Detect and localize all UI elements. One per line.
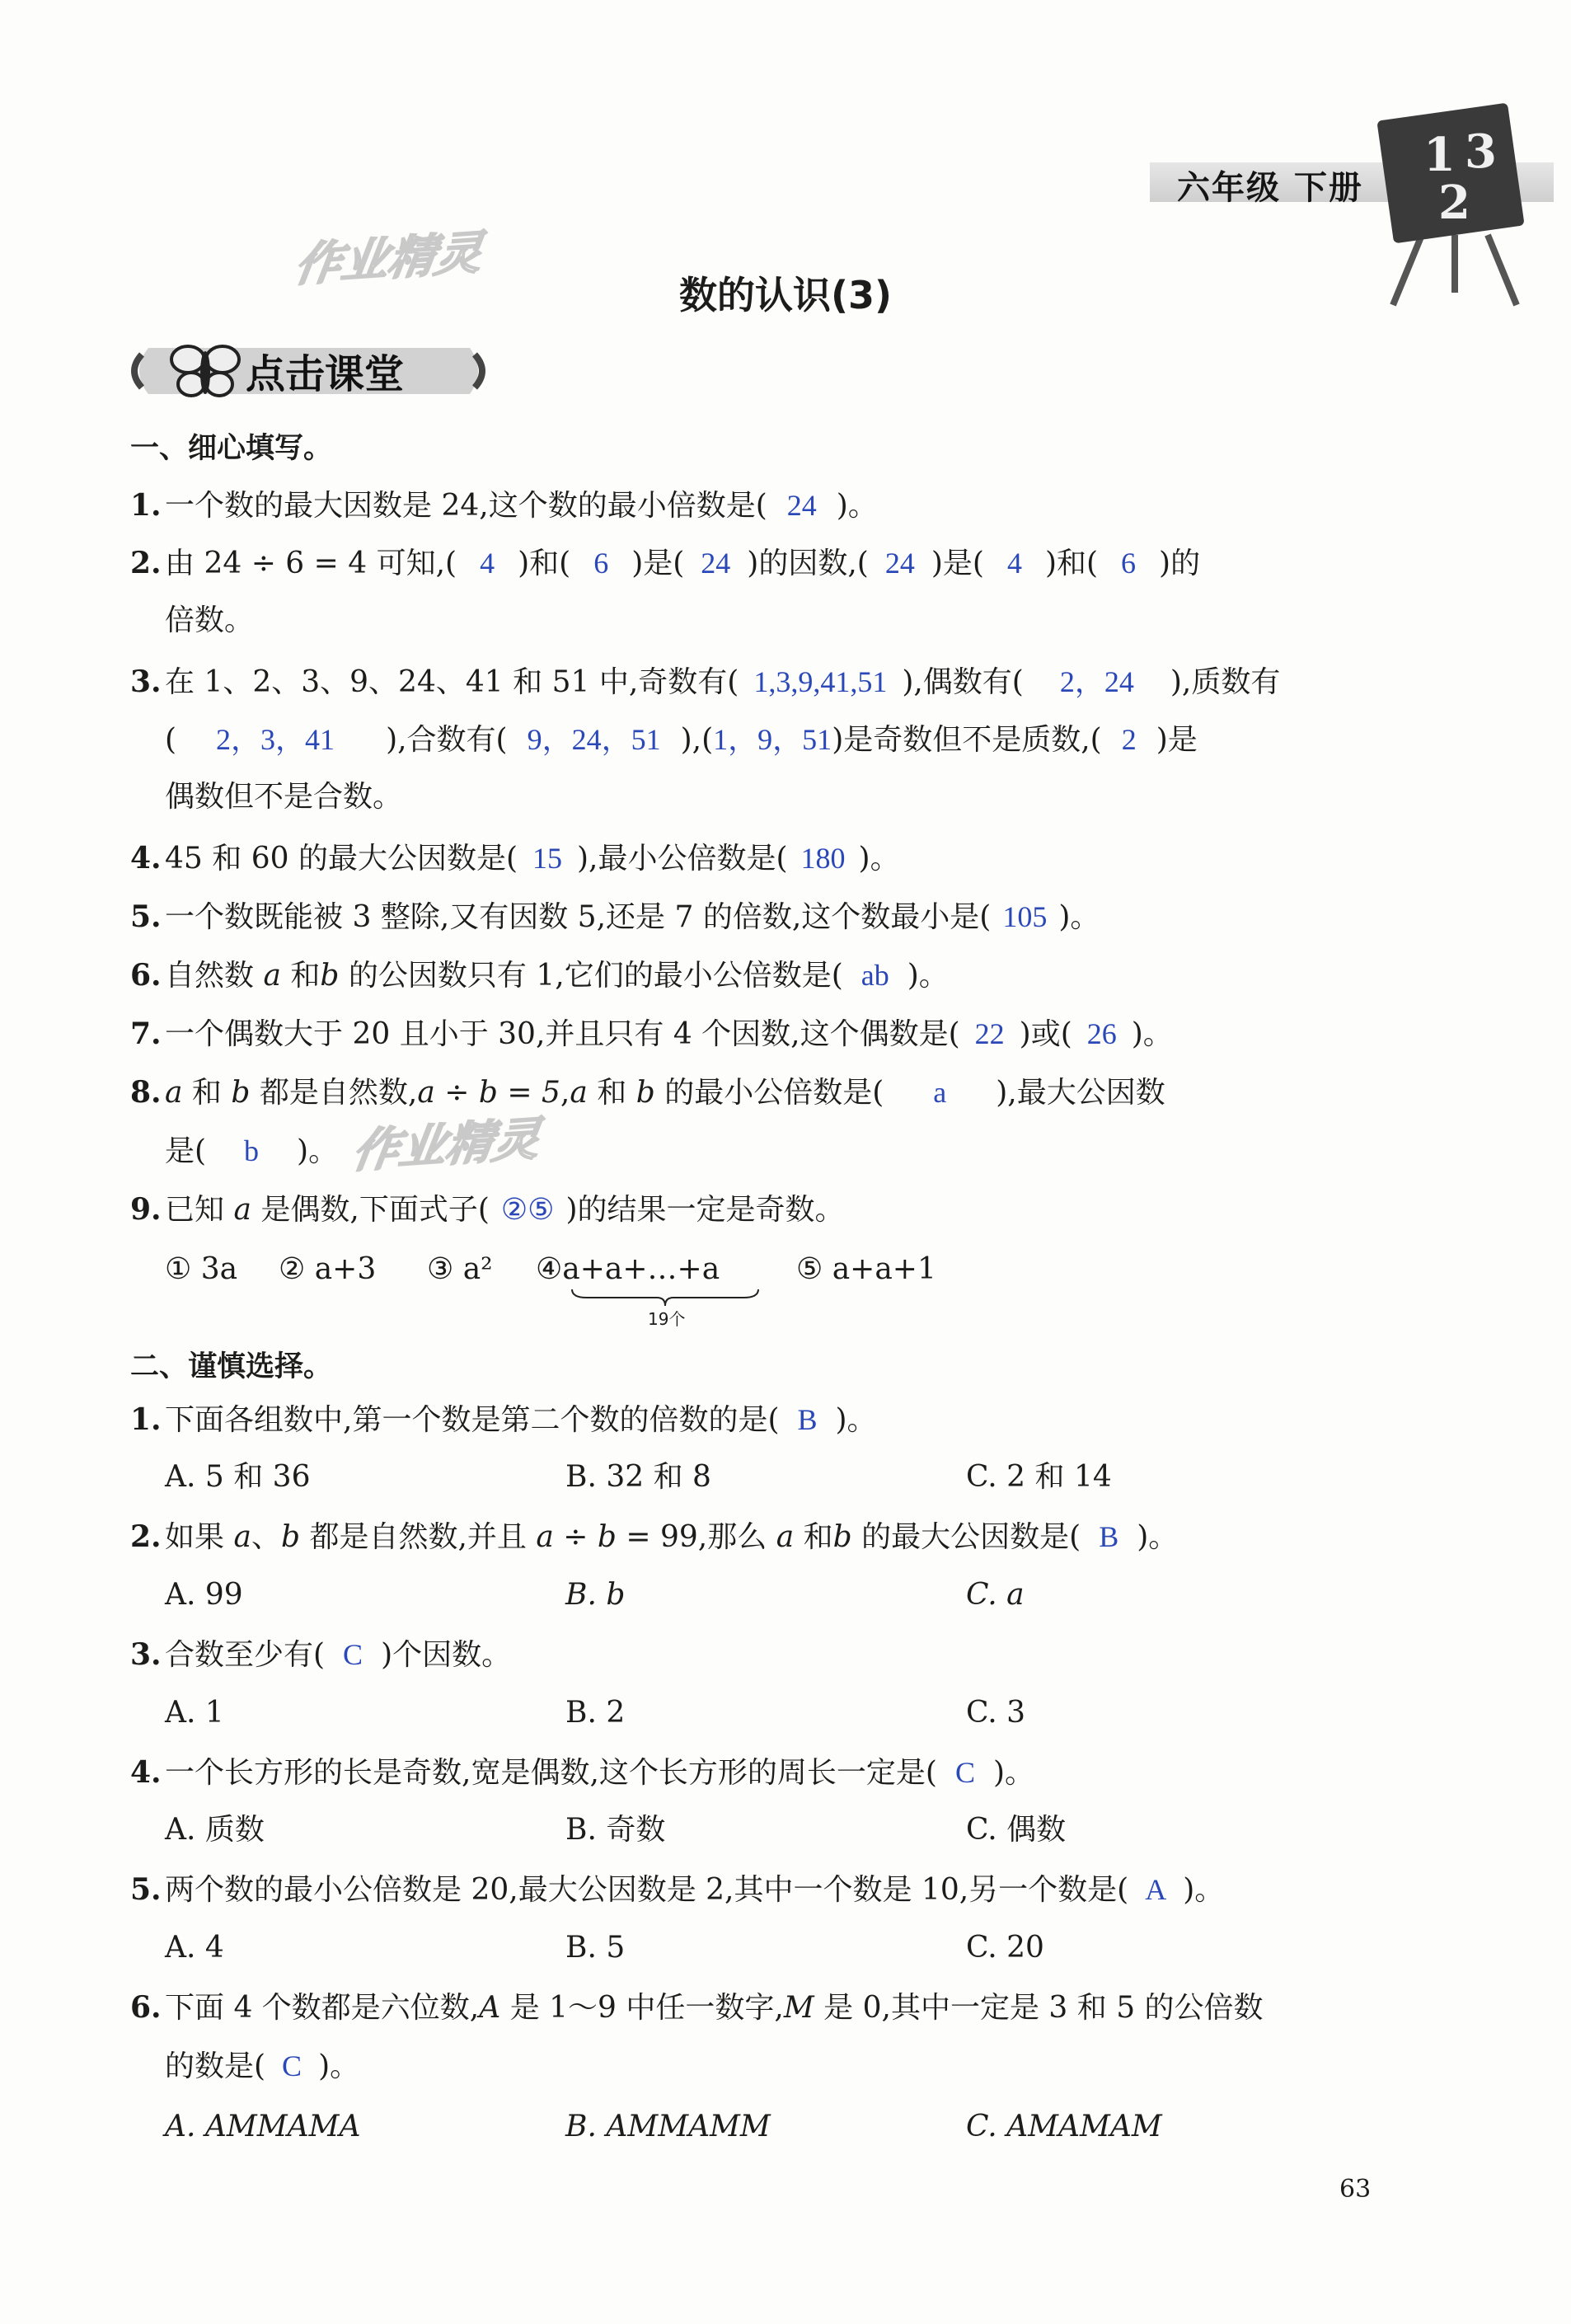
question-2-3: 3. 合数至少有( C )个因数。 bbox=[130, 1637, 512, 1672]
answer: 1,3,9,41,51 bbox=[753, 665, 888, 698]
question-1-8: 8. a 和 b 都是自然数,a ÷ b = 5,a 和 b 的最小公倍数是( a ),最大公因数 bbox=[130, 1075, 1165, 1110]
question-2-4: 4. 一个长方形的长是奇数,宽是偶数,这个长方形的周长一定是( C )。 bbox=[130, 1755, 1034, 1790]
section-1-title: 一、细心填写。 bbox=[130, 432, 333, 465]
answer: 105 bbox=[1002, 900, 1048, 933]
option: A. 1 bbox=[165, 1696, 224, 1730]
option: B. 5 bbox=[565, 1931, 626, 1965]
answer: 15 bbox=[532, 842, 562, 875]
underbrace-icon bbox=[570, 1288, 760, 1308]
answer: b bbox=[244, 1134, 260, 1167]
option: A. 99 bbox=[165, 1578, 243, 1612]
answer: 2，3，41 bbox=[216, 723, 335, 756]
question-2-6: 6. 下面 4 个数都是六位数,A 是 1～9 中任一数字,M 是 0,其中一定是 3 和 5 的公倍数 bbox=[130, 1990, 1264, 2025]
question-2-2: 2. 如果 a、b 都是自然数,并且 a ÷ b = 99,那么 a 和b 的最大公因数是( B )。 bbox=[130, 1519, 1179, 1554]
option: ② a+3 bbox=[279, 1252, 377, 1286]
question-1-7: 7. 一个偶数大于 20 且小于 30,并且只有 4 个因数,这个偶数是( 22 )或( 26 )。 bbox=[130, 1016, 1173, 1051]
answer: 4 bbox=[1006, 547, 1022, 580]
question-1-8-continued: 是( b )。 bbox=[165, 1134, 339, 1168]
brace-label: 19个 bbox=[648, 1309, 686, 1329]
answer: 2，24 bbox=[1059, 665, 1134, 698]
answer: 24 bbox=[701, 547, 731, 580]
answer: 24 bbox=[786, 489, 817, 522]
option: B. b bbox=[565, 1578, 626, 1612]
answer: 24 bbox=[884, 547, 915, 580]
answer: ab bbox=[861, 959, 889, 992]
answer: A bbox=[1145, 1873, 1167, 1906]
option: A. 5 和 36 bbox=[165, 1460, 311, 1494]
option: ⑤ a+a+1 bbox=[796, 1252, 936, 1286]
option: C. a bbox=[966, 1578, 1025, 1612]
answer: 6 bbox=[1121, 547, 1137, 580]
option: C. 2 和 14 bbox=[966, 1460, 1112, 1494]
answer: C bbox=[282, 2049, 302, 2082]
option: ① 3a bbox=[165, 1252, 238, 1286]
option: B. AMMAMM bbox=[565, 2110, 771, 2143]
banner-title: 点击课堂 bbox=[246, 351, 405, 397]
answer: 26 bbox=[1086, 1017, 1117, 1050]
answer: 1，9，51 bbox=[713, 723, 832, 756]
question-1-3-continued: 偶数但不是合数。 bbox=[165, 780, 403, 814]
option: B. 32 和 8 bbox=[565, 1460, 711, 1494]
option: B. 奇数 bbox=[565, 1813, 666, 1847]
answer: ②⑤ bbox=[500, 1193, 555, 1226]
answer: 2 bbox=[1121, 723, 1137, 756]
board-digit-1: 1 bbox=[1423, 128, 1456, 182]
option: C. 20 bbox=[966, 1931, 1044, 1965]
question-number: 1. bbox=[130, 488, 162, 523]
option: ④a+a+…+a bbox=[536, 1252, 720, 1286]
question-2-1: 1. 下面各组数中,第一个数是第二个数的倍数的是( B )。 bbox=[130, 1402, 877, 1437]
question-1-2-continued: 倍数。 bbox=[165, 603, 255, 637]
answer: a bbox=[933, 1076, 947, 1109]
watermark: 作业精灵 bbox=[349, 1112, 544, 1179]
answer: 4 bbox=[480, 547, 495, 580]
answer: C bbox=[954, 1756, 975, 1789]
question-2-6-continued: 的数是( C )。 bbox=[165, 2049, 360, 2083]
question-1-4: 4. 45 和 60 的最大公因数是( 15 ),最小公倍数是( 180 )。 bbox=[130, 841, 900, 876]
question-1-6: 6. 自然数 a 和b 的公因数只有 1,它们的最小公倍数是( ab )。 bbox=[130, 958, 949, 993]
question-2-5: 5. 两个数的最小公倍数是 20,最大公因数是 2,其中一个数是 10,另一个数是( A )。 bbox=[130, 1872, 1225, 1907]
answer: B bbox=[1099, 1520, 1119, 1553]
question-1-1: 1. 一个数的最大因数是 24,这个数的最小倍数是( 24 )。 bbox=[130, 481, 1449, 530]
question-1-9: 9. 已知 a 是偶数,下面式子( ②⑤ )的结果一定是奇数。 bbox=[130, 1192, 845, 1227]
answer: 6 bbox=[593, 547, 609, 580]
option: C. AMAMAM bbox=[966, 2110, 1162, 2143]
option: B. 2 bbox=[565, 1696, 626, 1730]
option: A. AMMAMA bbox=[165, 2110, 361, 2143]
answer: B bbox=[797, 1403, 818, 1436]
grade-label bbox=[1177, 162, 1363, 209]
question-1-3: 3. 在 1、2、3、9、24、41 和 51 中,奇数有( 1,3,9,41,51 ),偶数有( 2，24 ),质数有 bbox=[130, 664, 1281, 699]
question-1-2: 2. 由 24 ÷ 6 = 4 可知,( 4 )和( 6 )是( 24 )的因数,( 24 )是( 4 )和( 6 )的 bbox=[130, 546, 1201, 580]
answer: 22 bbox=[974, 1017, 1005, 1050]
page-number: 63 bbox=[1339, 2175, 1372, 2204]
butterfly-icon bbox=[171, 346, 239, 396]
option: A. 4 bbox=[165, 1931, 224, 1965]
volume: 下册 bbox=[1293, 169, 1363, 207]
question-1-5: 5. 一个数既能被 3 整除,又有因数 5,还是 7 的倍数,这个数最小是( 105 )。 bbox=[130, 899, 1100, 934]
watermark: 作业精灵 bbox=[291, 226, 486, 293]
option: C. 偶数 bbox=[966, 1813, 1067, 1847]
grade: 六年级 bbox=[1177, 169, 1281, 207]
answer: 180 bbox=[800, 842, 846, 875]
board-digit-3: 2 bbox=[1438, 176, 1470, 230]
section-2-title: 二、谨慎选择。 bbox=[130, 1350, 333, 1383]
answer: C bbox=[343, 1638, 363, 1671]
question-1-3-line-2: ( 2，3，41 ),合数有( 9，24，51 ),(1，9，51)是奇数但不是质数,( 2 )是 bbox=[165, 723, 1198, 757]
answer: 9，24，51 bbox=[527, 723, 661, 756]
page-title: 数的认识(3) bbox=[678, 273, 893, 317]
option: C. 3 bbox=[966, 1696, 1026, 1730]
option: A. 质数 bbox=[165, 1813, 265, 1847]
board-digit-2: 3 bbox=[1465, 124, 1497, 179]
option: ③ a² bbox=[427, 1252, 493, 1286]
